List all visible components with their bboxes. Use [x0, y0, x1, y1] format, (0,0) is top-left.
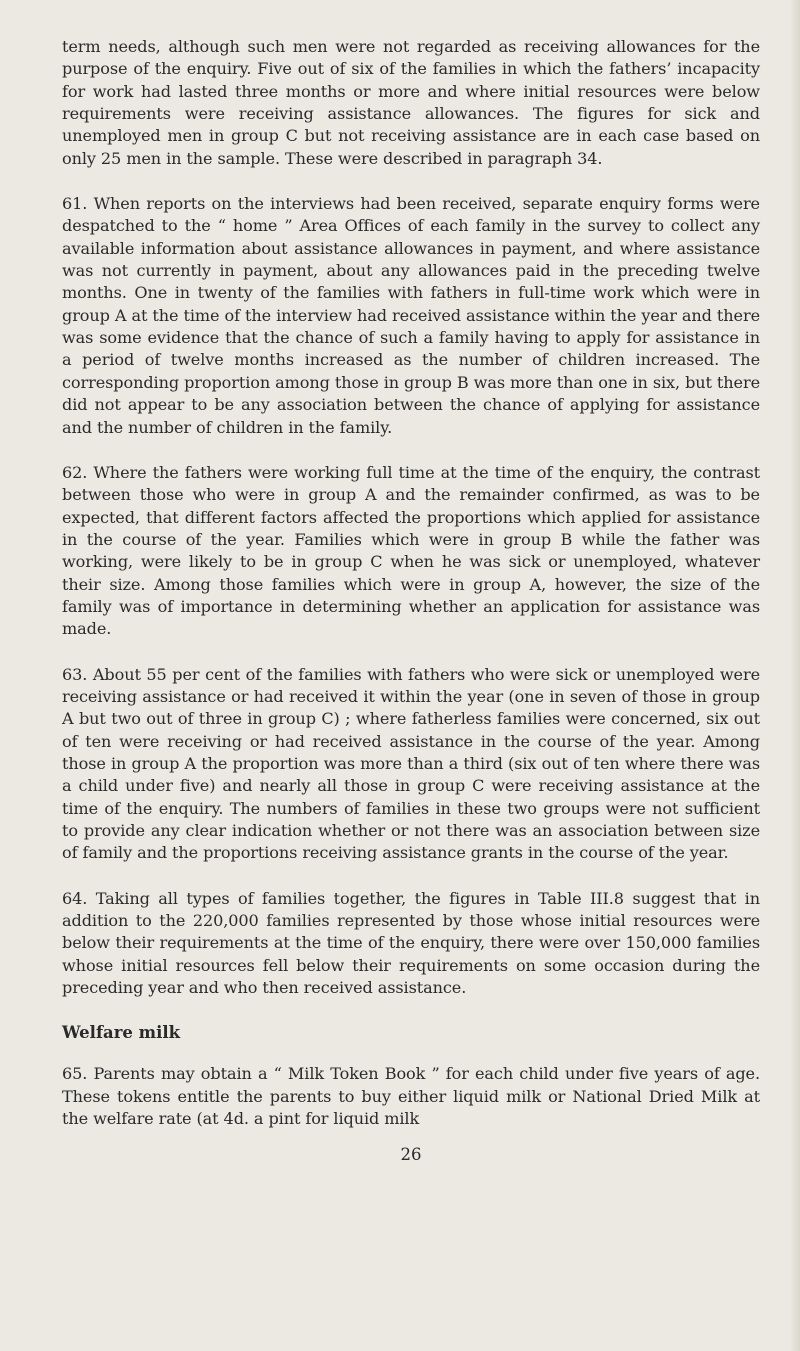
paragraph-61: 61. When reports on the interviews had been received, separate enquiry forms were despatched to the “ home ” Area Offices of each family in the survey to collect any available information about assistance allowances in payment, and where assistance was not currently in payment, about any allowances paid in the preceding twelve months. One in twenty of the families with fathers in full-time work which were in group A at the time of the interview had received assistance within the year and there was some evidence that the chance of such a family having to apply for assistance in a period of twelve months increased as the number of children increased. The corresponding proportion among those in group B was more than one in six, but there did not appear to be any association between the chance of applying for assistance and the number of children in the family. — [62, 194, 760, 437]
section-heading: Welfare milk — [62, 1023, 181, 1043]
paragraph-63: 63. About 55 per cent of the families with fathers who were sick or unemployed were receiving assistance or had received it within the year (one in seven of those in group A but two out of three in group C) ; where fatherless families were concerned, six out of ten were receiving or had received assistance in the course of the year. Among those in group A the proportion was more than a third (six out of ten where there was a child under five) and nearly all those in group C were receiving assistance at the time of the enquiry. The numbers of families in these two groups were not sufficient to provide any clear indication whether or not there was an association between size of family and the proportions receiving assistance grants in the course of the year. — [62, 664, 760, 863]
paragraph-65: 65. Parents may obtain a “ Milk Token Book ” for each child under five years of age. These tokens entitle the parents to buy either liquid milk or National Dried Milk at the welfare rate (at 4d. a pint for liquid milk — [62, 1064, 760, 1129]
page-number: 26 — [400, 1145, 422, 1165]
paragraph-62: 62. Where the fathers were working full time at the time of the enquiry, the contrast between those who were in group A and the remainder confirmed, as was to be expected, that different factors affected the proportions which applied for assistance in the course of the year. Families which were in group B while the father was working, were likely to be in group C when he was sick or unemployed, whatever their size. Among those families which were in group A, however, the size of the family was of importance in determining whether an application for assistance was made. — [62, 462, 760, 639]
paragraph-64: 64. Taking all types of families together, the figures in Table III.8 suggest that in addition to the 220,000 families represented by those whose initial resources were below their requirements at the time of the enquiry, there were over 150,000 families whose initial resources fell below their requirements on some occasion during the preceding year and who then received assistance. — [62, 888, 760, 998]
paragraph-continuation: term needs, although such men were not regarded as receiving allowances for the purpose of the enquiry. Five out of six of the families in which the fathers’ incapacity for work had lasted three months or more and where initial resources were below requirements were receiving assistance allowances. The figures for sick and unemployed men in group C but not receiving assistance are in each case based on only 25 men in the sample. These were described in paragraph 34. — [62, 37, 760, 168]
